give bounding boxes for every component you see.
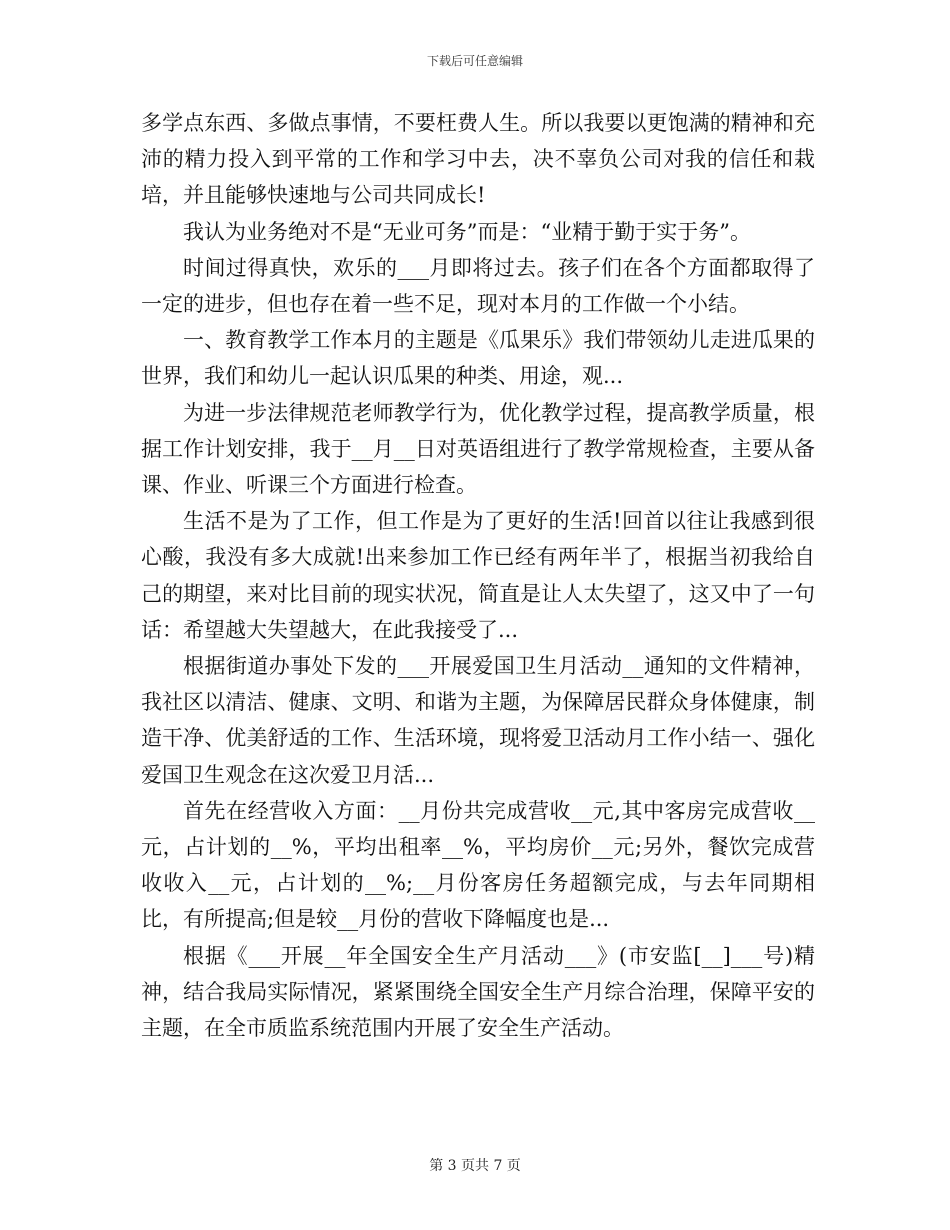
document-body (141, 105, 815, 1046)
paragraph-continuation: 多学点东西、多做点事情，不要枉费人生。所以我要以更饱满的精神和充沛的精力投入到平常的工作和学习中去，决不辜负公司对我的信任和栽培，并且能够快速地与公司共同成长! (141, 111, 815, 208)
page-number: 第 3 页共 7 页 (429, 1158, 521, 1174)
paragraph: 时间过得真快，欢乐的___月即将过去。孩子们在各个方面都取得了一定的进步，但也存在着一些不足，现对本月的工作做一个小结。 (141, 255, 815, 317)
paragraph: 根据街道办事处下发的___开展爱国卫生月活动__通知的文件精神，我社区以清洁、健康、文明、和谐为主题，为保障居民群众身体健康，制造干净、优美舒适的工作、生活环境，现将爱卫活动月工作小结一、强化爱国卫生观念在这次爱卫月活... (141, 654, 815, 787)
paragraph: 为进一步法律规范老师教学行为，优化教学过程，提高教学质量，根据工作计划安排，我于__月__日对英语组进行了教学常规检查，主要从备课、作业、听课三个方面进行检查。 (141, 400, 815, 498)
paragraph: 生活不是为了工作，但工作是为了更好的生活!回首以往让我感到很心酸，我没有多大成就!出来参加工作已经有两年半了，根据当初我给自己的期望，来对比目前的现实状况，简直是让人太失望了，这又中了一句话：希望越大失望越大，在此我接受了... (141, 509, 815, 642)
page-header-note: 下载后可任意编辑 (426, 54, 523, 68)
paragraph: 一、教育教学工作本月的主题是《瓜果乐》我们带领幼儿走进瓜果的世界，我们和幼儿一起认识瓜果的种类、用途，观... (141, 328, 815, 389)
paragraph: 根据《___开展__年全国安全生产月活动___》(市安监[__]___号)精神，结合我局实际情况，紧紧围绕全国安全生产月综合治理，保障平安的主题，在全市质监系统范围内开展了安全生产活动。 (141, 943, 815, 1041)
paragraph: 我认为业务绝对不是“无业可务”而是：“业精于勤于实于务”。 (183, 219, 751, 244)
paragraph: 首先在经营收入方面：__月份共完成营收__元,其中客房完成营收__元，占计划的__%，平均出租率__%，平均房价__元;另外，餐饮完成营收收入__元，占计划的__%;__月份客房任务超额完成，与去年同期相比，有所提高;但是较__月份的营收下降幅度也是... (141, 798, 815, 932)
